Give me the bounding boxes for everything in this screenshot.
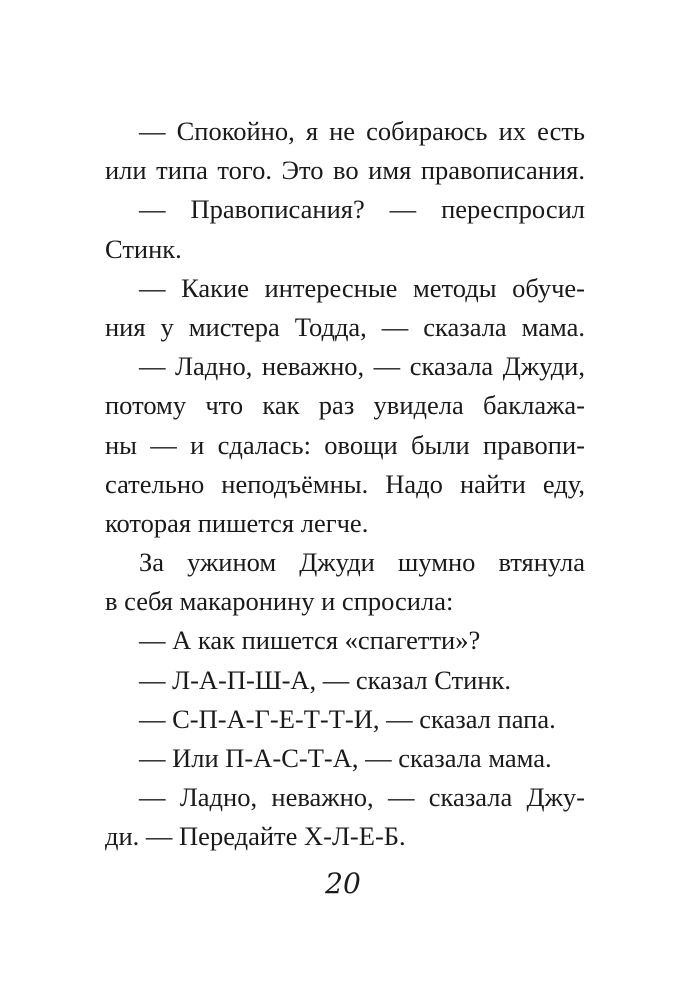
text-line: потому что как раз увидела баклажа- xyxy=(105,390,585,421)
text-line: ны — и сдалась: овощи были правопи- xyxy=(105,429,585,460)
text-line: ния у мистера Тодда, — сказала мама. xyxy=(105,311,585,342)
text-line: Стинк. xyxy=(105,233,182,264)
text-line: ди. — Передайте Х-Л-Е-Б. xyxy=(105,821,406,852)
text-line: — Правописания? — переспросил xyxy=(139,194,585,225)
text-line: сательно неподъёмны. Надо найти еду, xyxy=(105,468,585,499)
body-text xyxy=(105,112,585,857)
text-line: — Какие интересные методы обуче- xyxy=(139,272,585,303)
text-line: — Ладно, неважно, — сказала Джу- xyxy=(139,782,585,813)
text-line: — Спокойно, я не собираюсь их есть xyxy=(139,116,585,146)
text-line: которая пишется легче. xyxy=(105,507,369,538)
text-line: — А как пишется «спагетти»? xyxy=(139,625,481,656)
text-line: — Или П-А-С-Т-А, — сказала мама. xyxy=(139,743,552,773)
text-line: — С-П-А-Г-Е-Т-Т-И, — сказал папа. xyxy=(139,703,556,734)
text-line: в себя макаронину и спросила: xyxy=(105,586,454,617)
text-line: — Л-А-П-Ш-А, — сказал Стинк. xyxy=(139,664,511,695)
page-number: 20 xyxy=(325,867,361,900)
text-line: или типа того. Это во имя правописания. xyxy=(105,155,585,186)
text-line: — Ладно, неважно, — сказала Джуди, xyxy=(139,351,585,382)
text-line: За ужином Джуди шумно втянула xyxy=(139,547,585,578)
